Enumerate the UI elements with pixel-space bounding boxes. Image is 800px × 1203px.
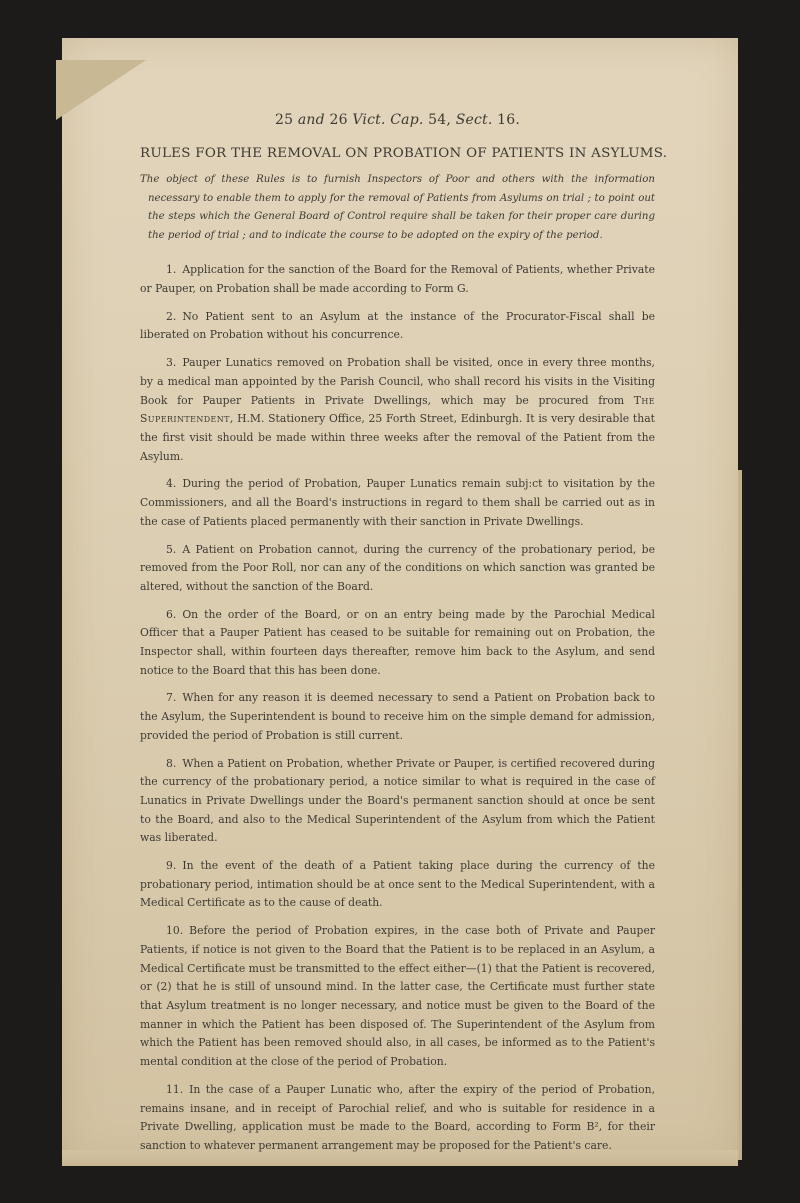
statute-section-number: 16. (492, 112, 520, 128)
rule-text: During the period of Probation, Pauper Lunatics remain subj:ct to visitation by the Commissioners, and all the Board's instructions in regard to them shall be carried out as in the case of Patients placed permanently with their sanction in Private Dwellings. (140, 477, 655, 528)
rule-number: 6. (166, 607, 177, 621)
document-title: RULES FOR THE REMOVAL ON PROBATION OF PATIENTS IN ASYLUMS. (140, 146, 668, 161)
statute-middle: 26 (324, 112, 353, 128)
rule-small-caps: The Superintendent (140, 393, 655, 426)
statute-and: and (297, 112, 325, 128)
rule-1 (140, 261, 655, 298)
rule-text: In the case of a Pauper Lunatic who, after the expiry of the period of Probation, remains insane, and in receipt of Parochial relief, and who is suitable for residence in a Private Dwelling, application must be made to the Board, according to Form B², for their sanction to whatever permanent arrangement may be proposed for the Patient's care. (140, 1082, 655, 1152)
rule-number: 9. (166, 859, 177, 873)
rule-3 (140, 354, 655, 466)
document-content (140, 112, 668, 1165)
rule-text: On the order of the Board, or on an entry being made by the Parochial Medical Officer that a Pauper Patient has ceased to be suitable for remaining out on Probation, the Inspector shall, within fourteen days thereafter, remove him back to the Asylum, and send notice to the Board that this has been done. (140, 607, 655, 677)
rule-number: 11. (166, 1082, 184, 1096)
statute-prefix: 25 (275, 112, 298, 128)
rule-2 (140, 308, 655, 345)
folded-corner (56, 60, 146, 120)
rule-number: 4. (166, 477, 177, 491)
rule-number: 3. (166, 356, 177, 370)
rule-text: When for any reason it is deemed necessary to send a Patient on Probation back to the Asylum, the Superintendent is bound to receive him on the simple demand for admission, provided the period of Probation is still current. (140, 691, 655, 742)
rule-number: 8. (166, 756, 177, 770)
statute-sect: Sect. (455, 112, 493, 128)
rule-11 (140, 1081, 655, 1156)
rule-number: 7. (166, 691, 177, 705)
rule-number: 5. (166, 542, 177, 556)
rule-6 (140, 606, 655, 681)
rule-8 (140, 755, 655, 849)
rule-text: Application for the sanction of the Board for the Removal of Patients, whether Private or Pauper, on Probation shall be made according to Form G. (140, 263, 655, 296)
rule-5 (140, 541, 655, 597)
statute-number: 54, (423, 112, 456, 128)
rule-text: When a Patient on Probation, whether Private or Pauper, is certified recovered during the currency of the probationary period, a notice similar to what is required in the case of Lunatics in Private Dwellings under the Board's permanent sanction should at once be sent to the Board, and also to the Medical Superintendent of the Asylum from which the Patient was liberated. (140, 756, 655, 845)
rule-number: 2. (166, 309, 177, 323)
rule-number: 10. (166, 924, 184, 938)
rule-9 (140, 857, 655, 913)
rule-text: In the event of the death of a Patient taking place during the currency of the probationary period, intimation should be at once sent to the Medical Superintendent, with a Medical Certificate as to the cause of death. (140, 859, 655, 910)
rule-number: 1. (166, 263, 177, 277)
rule-10 (140, 922, 655, 1072)
rule-4 (140, 475, 655, 531)
rule-7 (140, 689, 655, 745)
statute-reference (140, 112, 655, 128)
rule-text-continued: , H.M. Stationery Office, 25 Forth Street, Edinburgh. It is very desirable that the first visit should be made within three weeks after the removal of the Patient from the Asylum. (140, 412, 655, 463)
statute-vict-cap: Vict. Cap. (352, 112, 424, 128)
rule-text: Before the period of Probation expires, in the case both of Private and Pauper Patients, if notice is not given to the Board that the Patient is to be replaced in an Asylum, a Medical Certificate must be transmitted to the effect either—(1) that the Patient is recovered, or (2) that he is still of unsound mind. In the latter case, the Certificate must further state that Asylum treatment is no longer necessary, and notice must be given to the Board of the manner in which the Patient has been disposed of. The Superintendent of the Asylum from which the Patient has been removed should also, in all cases, be informed as to the Patient's mental condition at the close of the period of Probation. (140, 924, 655, 1069)
intro-paragraph: The object of these Rules is to furnish Inspectors of Poor and others with the information necessary to enable them to apply for the removal of Patients from Asylums on trial ; to point out the steps which the General Board of Control require shall be taken for their proper care during the period of trial ; and to indicate the course to be adopted on the expiry of the period. (140, 174, 655, 241)
rule-text: Pauper Lunatics removed on Probation shall be visited, once in every three months, by a medical man appointed by the Parish Council, who shall record his visits in the Visiting Book for Pauper Patients in Private Dwellings, which may be procured from (140, 356, 655, 407)
rule-text: A Patient on Probation cannot, during the currency of the probationary period, be removed from the Poor Roll, nor can any of the conditions on which sanction was granted be altered, without the sanction of the Board. (140, 542, 655, 593)
rule-text: No Patient sent to an Asylum at the instance of the Procurator-Fiscal shall be liberated on Probation without his concurrence. (140, 309, 655, 342)
